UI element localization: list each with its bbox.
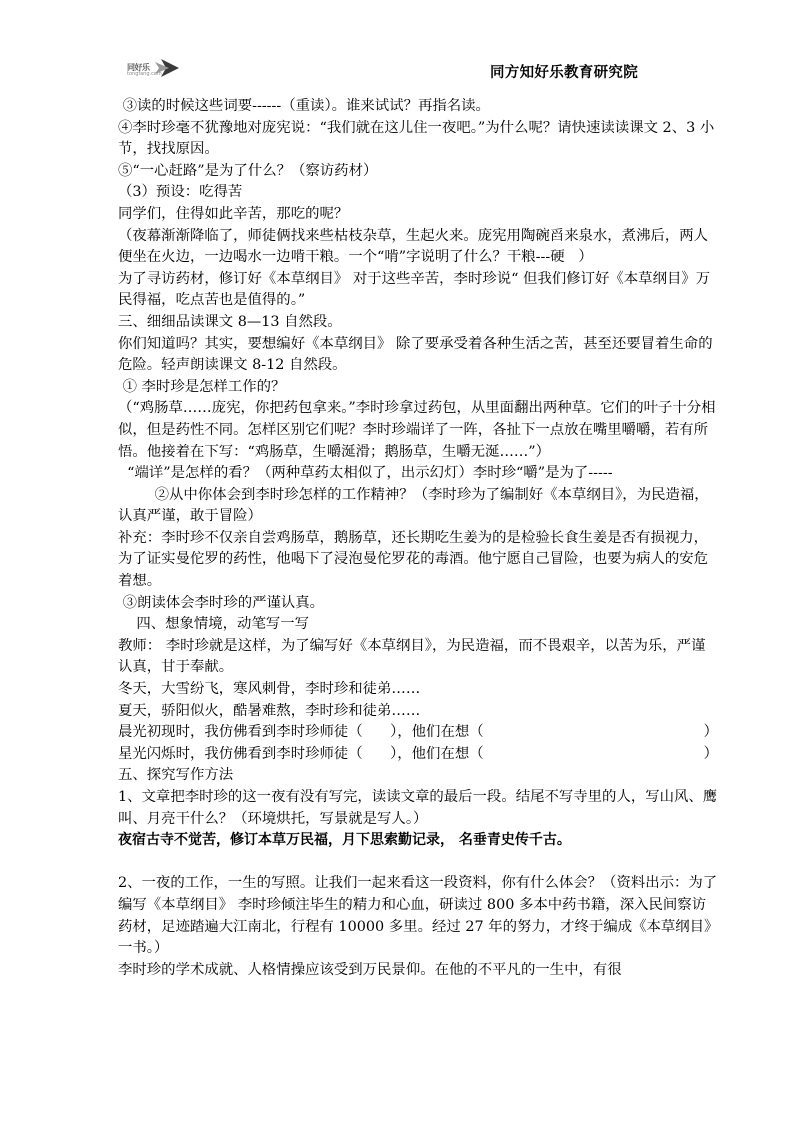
paragraph: 同学们，住得如此辛苦，那吃的呢？ [118, 205, 349, 222]
section-heading: 五、探究写作方法 [118, 767, 234, 784]
paragraph: ④李时珍毫不犹豫地对庞宪说：“我们就在这儿住一夜吧。”为什么呢？请快速读读课文 2、3 小节，找找原因。 [118, 119, 715, 158]
paragraph: “端详”是怎样的看？（两种草药太相似了，出示幻灯）李时珍“嚼”是为了----- [118, 465, 613, 482]
paragraph: 夏天，骄阳似火，酷暑难熬，李时珍和徒弟…… [118, 702, 421, 719]
paragraph: ① 李时珍是怎样工作的？ [118, 378, 286, 395]
fill-in-prompt: 晨光初现时，我仿佛看到李时珍师徒（ ），他们在想（ [118, 724, 484, 741]
organization-name: 同方知好乐教育研究院 [490, 65, 638, 81]
poem-line: 夜宿古寺不觉苦，修订本草万民福，月下思索勤记录， 名垂青史传千古。 [118, 832, 571, 849]
paragraph: 你们知道吗？其实，要想编好《本草纲目》 除了要承受着各种生活之苦，甚至还要冒着生命的危险。轻声朗读课文 8-12 自然段。 [118, 335, 713, 374]
paragraph: 教师： 李时珍就是这样，为了编写好《本草纲目》，为民造福，而不畏艰辛，以苦为乐，严谨认真，甘于奉献。 [118, 637, 706, 676]
section-heading: 三、细细品读课文 8—13 自然段。 [118, 313, 342, 330]
paragraph: （夜幕渐渐降临了，师徒俩找来些枯枝杂草，生起火来。庞宪用陶碗舀来泉水，煮沸后，两人便坐在火边，一边喝水一边啃干粮。一个“啃”字说明了什么？干粮---硬 ） [118, 227, 709, 266]
fill-in-end: ） [703, 724, 718, 741]
paragraph: 2、一夜的工作，一生的写照。让我们一起来看这一段资料，你有什么体会？（资料出示：为了编写《本草纲目》 李时珍倾注毕生的精力和心血，研读过 800 多本中药书籍，深入民间察访药材，足迹踏遍大江南北，行程有 10000 多里。经过 27 年的努力，才终于编成《本草纲目》一书。） [118, 875, 718, 957]
section-heading: 四、想象情境，动笔写一写 [118, 616, 310, 633]
paragraph: ③朗读体会李时珍的严谨认真。 [118, 594, 325, 611]
paragraph: 1、文章把李时珍的这一夜有没有写完，读读文章的最后一段。结尾不写寺里的人，写山风、鹰叫、月亮干什么？（环境烘托，写景就是写人。） [118, 789, 718, 827]
paragraph: （“鸡肠草……庞宪，你把药包拿来。”李时珍拿过药包，从里面翻出两种草。它们的叶子十分相似，但是药性不同。怎样区别它们呢？李时珍端详了一阵，各扯下一点放在嘴里嚼嚼，若有所悟。他接着在下写：“鸡肠草，生嚼涎滑；鹅肠草，生嚼无涎……”） [118, 400, 716, 460]
paragraph: 补充：李时珍不仅亲自尝鸡肠草，鹅肠草，还长期吃生姜为的是检验长食生姜是否有损视力，为了证实曼佗罗的药性，他喝下了浸泡曼佗罗花的毒酒。他宁愿自己冒险，也要为病人的安危着想。 [118, 529, 709, 590]
paragraph: 李时珍的学术成就、人格情操应该受到万民景仰。在他的不平凡的一生中，有很 [118, 961, 622, 978]
page-header [0, 0, 794, 92]
paragraph: 冬天，大雪纷飞，寒风刺骨，李时珍和徒弟…… [118, 681, 421, 698]
paragraph: ②从中你体会到李时珍怎样的工作精神？（李时珍为了编制好《本草纲目》，为民造福，认真严谨，敢于冒险） [118, 486, 709, 525]
fill-in-prompt: 星光闪烁时，我仿佛看到李时珍师徒（ ），他们在想（ [118, 745, 484, 762]
fill-in-line [118, 744, 718, 766]
paragraph: ③读的时候这些词要------（重读）。谁来试试？再指名读。 [118, 98, 490, 114]
logo-text: 同好乐 [127, 63, 150, 72]
paragraph: ⑤“一心赶路”是为了什么？（察访药材） [118, 162, 378, 179]
paragraph: 为了寻访药材，修订好《本草纲目》 对于这些辛苦，李时珍说“ 但我们修订好《本草纲目》万民得福，吃点苦也是值得的。” [118, 270, 711, 309]
paragraph: （3）预设：吃得苦 [118, 184, 243, 201]
fill-in-line [118, 722, 718, 744]
logo [125, 56, 183, 80]
blank-line [118, 852, 718, 874]
fill-in-end: ） [703, 745, 718, 762]
document-body [118, 96, 718, 981]
logo-subtext: tongfang.com [127, 71, 162, 77]
